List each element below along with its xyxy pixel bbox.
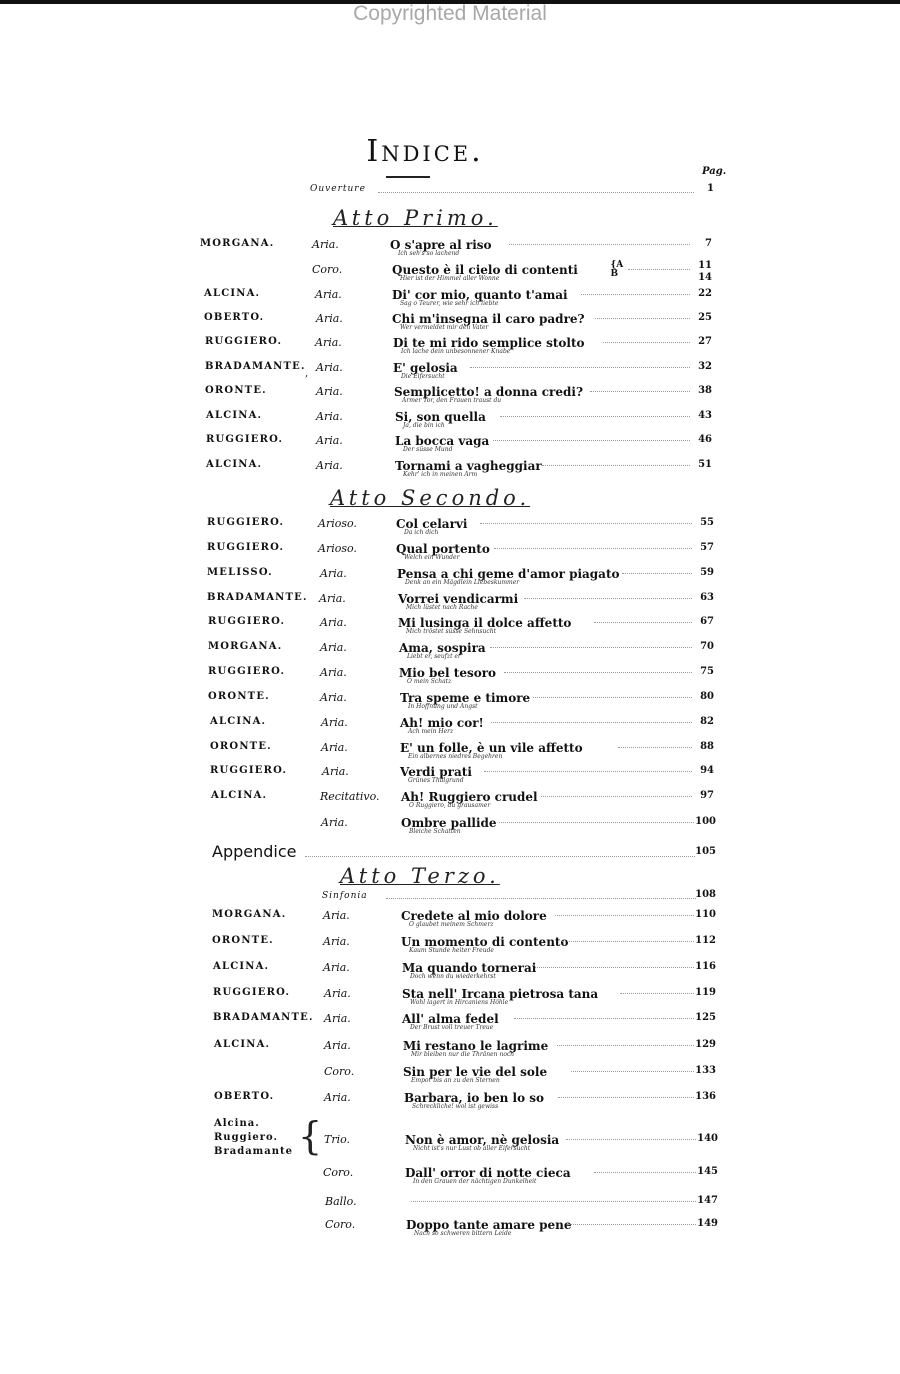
entry-character: MORGANA. [212, 909, 287, 920]
appendice-page: 105 [695, 846, 716, 857]
index-entry [0, 616, 900, 644]
entry-character: RUGGIERO. [213, 987, 291, 998]
index-entry [0, 790, 900, 818]
entry-leader [524, 598, 692, 599]
entry-title: La bocca vaga [395, 434, 490, 448]
entry-character: ALCINA. [214, 1039, 271, 1050]
entry-subtitle: Doch wenn du wiederkehrst [410, 973, 496, 980]
entry-leader [557, 1045, 694, 1046]
entry-subtitle: Da ich dich [404, 529, 439, 536]
entry-leader [594, 1172, 696, 1173]
entry-type: Aria. [324, 987, 351, 1000]
entry-page: 55 [700, 517, 714, 528]
entry-type: Aria. [316, 361, 343, 374]
entry-type: Aria. [319, 592, 346, 605]
entry-type: Aria. [312, 238, 339, 251]
entry-subtitle: Sag o Teurer, wie sehr ich liebte [400, 300, 499, 307]
entry-page: 70 [700, 641, 714, 652]
entry-title: All' alma fedel [402, 1012, 499, 1026]
index-entry [0, 260, 900, 291]
index-entry [0, 961, 900, 989]
appendice-leader [305, 856, 695, 857]
entry-page: 43 [698, 410, 712, 421]
entry-page: 119 [695, 987, 716, 998]
entry-character: ALCINA. [213, 961, 270, 972]
entry-character: MORGANA. [208, 641, 283, 652]
entry-leader [509, 244, 690, 245]
entry-leader [470, 367, 691, 368]
entry-character: BRADAMANTE. [207, 592, 308, 603]
entry-page: 97 [700, 790, 714, 801]
index-entry [0, 459, 900, 487]
entry-type: Aria. [320, 691, 347, 704]
entry-character: BRADAMANTE. [205, 361, 306, 372]
entry-page: 100 [695, 816, 716, 827]
entry-title: Chi m'insegna il caro padre? [392, 312, 585, 326]
entry-leader [411, 1201, 696, 1202]
sinfonia-leader [386, 898, 696, 899]
index-entry [0, 567, 900, 595]
entry-page: 112 [695, 935, 716, 946]
entry-type: Aria. [316, 312, 343, 325]
entry-type: Aria. [321, 716, 348, 729]
entry-page: 94 [700, 765, 714, 776]
entry-type: Aria. [324, 1039, 351, 1052]
index-entry [0, 691, 900, 719]
entry-page: 32 [698, 361, 712, 372]
entry-subtitle: Ach mein Herz [408, 728, 454, 735]
overture-leader [378, 192, 694, 193]
overture-page: 1 [707, 183, 714, 194]
index-entry [0, 935, 900, 963]
entry-page: 63 [700, 592, 714, 603]
entry-character: RUGGIERO. [205, 336, 283, 347]
entry-page: 46 [698, 434, 712, 445]
entry-leader [514, 1018, 694, 1019]
trio-character: Bradamante [214, 1146, 293, 1157]
entry-type: Aria. [324, 1091, 351, 1104]
entry-type: Aria. [320, 641, 347, 654]
entry-subtitle: Wer vermeldet mir den Vater [400, 324, 489, 331]
entry-character: ALCINA. [206, 410, 263, 421]
entry-page: 25 [698, 312, 712, 323]
entry-page: 57 [700, 542, 714, 553]
index-entry [0, 542, 900, 570]
index-entry [0, 1039, 900, 1067]
entry-character: RUGGIERO. [207, 517, 285, 528]
entry-type: Coro. [324, 1065, 355, 1078]
index-entry [0, 385, 900, 413]
entry-page: 51 [698, 459, 712, 470]
entry-subtitle: Der Brust voll treuer Treue [410, 1024, 494, 1031]
entry-title: Questo è il cielo di contenti [392, 263, 578, 277]
entry-character: ALCINA. [210, 716, 267, 727]
entry-leader [541, 796, 692, 797]
entry-type: Coro. [312, 263, 343, 276]
entry-title: Un momento di contento [401, 935, 569, 949]
entry-leader [562, 941, 694, 942]
entry-type: Aria. [316, 459, 343, 472]
entry-character: MELISSO. [207, 567, 273, 578]
appendice-label: Appendice [212, 842, 297, 861]
entry-type: Aria. [320, 616, 347, 629]
brace-icon: { [298, 1114, 323, 1158]
entry-subtitle: Wohl lagert in Hircaniens Höhle [410, 999, 509, 1006]
entry-title: Verdi prati [400, 765, 472, 779]
entry-leader [499, 822, 694, 823]
index-entry [0, 1012, 900, 1040]
entry-page: 38 [698, 385, 712, 396]
index-entry [0, 1218, 900, 1246]
entry-subtitle: Schreckliche! wol ist gewiss [412, 1103, 499, 1110]
index-entry [0, 716, 900, 744]
index-entry [0, 517, 900, 545]
entry-page: 147 [697, 1195, 718, 1206]
entry-title: Col celarvi [396, 517, 468, 531]
entry-character: ORONTE. [205, 385, 267, 396]
entry-title: Tornami a vagheggiar [395, 459, 542, 473]
entry-character: ORONTE. [210, 741, 272, 752]
entry-title: Credete al mio dolore [401, 909, 547, 923]
entry-subtitle: In Hoffnung und Angst [408, 703, 478, 710]
entry-page: 82 [700, 716, 714, 727]
entry-type: Coro. [323, 1166, 354, 1179]
index-entry [0, 987, 900, 1015]
entry-title: Mio bel tesoro [399, 666, 497, 680]
entry-type: Aria. [316, 385, 343, 398]
watermark: Copyrighted Material [353, 2, 547, 25]
entry-page: 22 [698, 288, 712, 299]
entry-leader [603, 342, 690, 343]
index-entry [0, 1133, 900, 1161]
entry-type: Coro. [325, 1218, 356, 1231]
entry-type: Aria. [324, 1012, 351, 1025]
entry-title: Si, son quella [395, 410, 486, 424]
index-entry [0, 909, 900, 937]
entry-title: Sta nell' Ircana pietrosa tana [402, 987, 599, 1001]
entry-character: ORONTE. [208, 691, 270, 702]
entry-subtitle: Denk an ein Mägdlein Liebeskummer [405, 579, 520, 586]
entry-subtitle: Welch ein Wunder [404, 554, 460, 561]
entry-subtitle: Ja, die bin ich [403, 422, 445, 429]
entry-page: 136 [695, 1091, 716, 1102]
entry-page: 75 [700, 666, 714, 677]
entry-page: 145 [697, 1166, 718, 1177]
entry-title: Pensa a chi geme d'amor piagato [397, 567, 620, 581]
entry-character: ALCINA. [211, 790, 268, 801]
entry-page: 67 [700, 616, 714, 627]
entry-title: Barbara, io ben lo so [404, 1091, 545, 1105]
entry-type: Aria. [323, 935, 350, 948]
entry-page: 14 [698, 272, 712, 283]
entry-page: 116 [695, 961, 716, 972]
entry-page: 110 [695, 909, 716, 920]
entry-leader [595, 318, 690, 319]
act-heading: Atto Primo. [333, 206, 498, 230]
entry-subtitle: Ich seh's so lachend [398, 250, 460, 257]
entry-type: Recitativo. [320, 790, 380, 803]
page-column-label: Pag. [702, 166, 727, 177]
entry-subtitle: Ein albernes niedres Begehren [408, 753, 503, 760]
title-rule [386, 176, 430, 178]
entry-section-mark: {A [610, 260, 624, 270]
entry-title: Vorrei vendicarmi [398, 592, 519, 606]
entry-title: O s'apre al riso [390, 238, 492, 252]
entry-subtitle: Bleiche Schatten [409, 828, 461, 835]
entry-character: OBERTO. [214, 1091, 275, 1102]
entry-title: Mi lusinga il dolce affetto [398, 616, 572, 630]
entry-title: E' un folle, è un vile affetto [400, 741, 583, 755]
index-entry [0, 336, 900, 364]
entry-leader [555, 915, 694, 916]
entry-leader [594, 622, 692, 623]
entry-title: Qual portento [396, 542, 490, 556]
entry-title: Tra speme e timore [400, 691, 531, 705]
entry-character: ALCINA. [206, 459, 263, 470]
index-entry [0, 666, 900, 694]
entry-subtitle: Die Eifersucht [401, 373, 445, 380]
entry-leader [618, 747, 693, 748]
entry-subtitle: Der süsse Mund [403, 446, 453, 453]
sinfonia-label: Sinfonia [322, 891, 368, 901]
entry-character: ORONTE. [212, 935, 274, 946]
entry-page: 11 [698, 260, 712, 271]
entry-character: RUGGIERO. [206, 434, 284, 445]
index-entry [0, 1065, 900, 1093]
entry-page: 133 [695, 1065, 716, 1076]
entry-title: Sin per le vie del sole [403, 1065, 548, 1079]
entry-page: 129 [695, 1039, 716, 1050]
entry-leader [590, 391, 690, 392]
entry-subtitle: Kehr' ich in meinen Arm [403, 471, 478, 478]
entry-type: Aria. [323, 961, 350, 974]
entry-title: Ombre pallide [401, 816, 497, 830]
entry-character: RUGGIERO. [208, 616, 286, 627]
entry-subtitle: Ich lache dein unbesonnener Knabe [401, 348, 511, 355]
entry-type: Aria. [315, 336, 342, 349]
entry-leader [535, 967, 694, 968]
entry-leader [566, 1139, 696, 1140]
entry-page: 59 [700, 567, 714, 578]
entry-leader [494, 548, 692, 549]
entry-leader [620, 993, 695, 994]
entry-subtitle: Hier ist der Himmel aller Wonne [400, 275, 500, 282]
entry-character: RUGGIERO. [207, 542, 285, 553]
entry-subtitle: O mein Schatz [407, 678, 452, 685]
entry-title: Ah! mio cor! [400, 716, 484, 730]
entry-title: Di te mi rido semplice stolto [393, 336, 585, 350]
index-entry [0, 1091, 900, 1119]
index-entry [0, 641, 900, 669]
entry-page: 125 [695, 1012, 716, 1023]
entry-subtitle: Liebt er, seufzt er [407, 653, 461, 660]
entry-subtitle: Mir bleiben nur die Thränen noch [411, 1051, 515, 1058]
entry-title: Dall' orror di notte cieca [405, 1166, 571, 1180]
entry-leader [493, 440, 690, 441]
index-entry [0, 434, 900, 462]
index-entry [0, 765, 900, 793]
entry-subtitle: Nicht ist's nur Lust ob aller Eifersucht [413, 1145, 531, 1152]
entry-section-mark: B [610, 269, 619, 279]
trio-character: Alcina. [214, 1118, 260, 1129]
entry-character: RUGGIERO. [210, 765, 288, 776]
entry-leader [581, 294, 690, 295]
sinfonia-page: 108 [695, 889, 716, 900]
entry-type: Aria. [323, 909, 350, 922]
entry-title: Ah! Ruggiero crudel [401, 790, 538, 804]
entry-type: Aria. [316, 434, 343, 447]
entry-type: Ballo. [325, 1195, 357, 1208]
entry-title: Semplicetto! a donna credi? [394, 385, 583, 399]
entry-leader [500, 416, 690, 417]
entry-page: 27 [698, 336, 712, 347]
entry-title: Di' cor mio, quanto t'amai [392, 288, 568, 302]
entry-page: 149 [697, 1218, 718, 1229]
entry-subtitle: Mich tröstet süsse Sehnsucht [406, 628, 496, 635]
entry-subtitle: O Ruggiero, du grausamer [409, 802, 491, 809]
entry-subtitle: Armer Tor, den Frauen traust du [402, 397, 502, 404]
entry-title: Mi restano le lagrime [403, 1039, 549, 1053]
entry-type: Aria. [321, 741, 348, 754]
entry-page: 80 [700, 691, 714, 702]
index-entry [0, 238, 900, 266]
entry-character: RUGGIERO. [208, 666, 286, 677]
entry-leader [490, 647, 692, 648]
entry-leader [571, 1071, 694, 1072]
entry-subtitle: Mich lüstet nach Rache [406, 604, 478, 611]
page-title: Indice. [366, 134, 484, 169]
act-heading: Atto Terzo. [340, 864, 500, 888]
overture-label: Ouverture [310, 184, 366, 194]
entry-leader [558, 1097, 694, 1098]
tick-mark: , [305, 368, 309, 379]
entry-subtitle: Empor bis an zu den Sternen [411, 1077, 500, 1084]
entry-type: Aria. [315, 288, 342, 301]
entry-character: MORGANA. [200, 238, 275, 249]
entry-title: Ma quando tornerai [402, 961, 537, 975]
entry-subtitle: Nach so schweren bittern Leide [414, 1230, 512, 1237]
entry-type: Aria. [320, 666, 347, 679]
index-entry [0, 1166, 900, 1194]
entry-type: Aria. [321, 816, 348, 829]
entry-subtitle: O glaubet meinem Schmerz [409, 921, 494, 928]
entry-leader [491, 722, 692, 723]
entry-leader [533, 697, 692, 698]
entry-subtitle: Kaum Stunde heiter Freude [409, 947, 494, 954]
entry-character: ALCINA. [204, 288, 261, 299]
entry-title: Non è amor, nè gelosia [405, 1133, 560, 1147]
index-entry [0, 816, 900, 844]
act-heading: Atto Secondo. [330, 486, 531, 510]
entry-type: Aria. [316, 410, 343, 423]
trio-character: Ruggiero. [214, 1132, 278, 1143]
entry-page: 7 [705, 238, 712, 249]
entry-leader [484, 771, 692, 772]
entry-type: Aria. [320, 567, 347, 580]
entry-character: BRADAMANTE. [213, 1012, 314, 1023]
entry-subtitle: In den Grauen der nächtigen Dunkelheit [413, 1178, 537, 1185]
entry-subtitle: Grünes Thalgrund [408, 777, 464, 784]
entry-leader [567, 1224, 696, 1225]
entry-leader [480, 523, 692, 524]
entry-type: Arioso. [318, 542, 357, 555]
entry-page: 140 [697, 1133, 718, 1144]
entry-title: Doppo tante amare pene [406, 1218, 572, 1232]
entry-title: Ama, sospira [399, 641, 486, 655]
entry-type: Trio. [324, 1133, 351, 1146]
entry-leader [542, 465, 690, 466]
entry-title: E' gelosia [393, 361, 458, 375]
entry-leader [504, 672, 692, 673]
entry-character: OBERTO. [204, 312, 265, 323]
entry-page: 88 [700, 741, 714, 752]
entry-type: Aria. [322, 765, 349, 778]
entry-type: Arioso. [318, 517, 357, 530]
